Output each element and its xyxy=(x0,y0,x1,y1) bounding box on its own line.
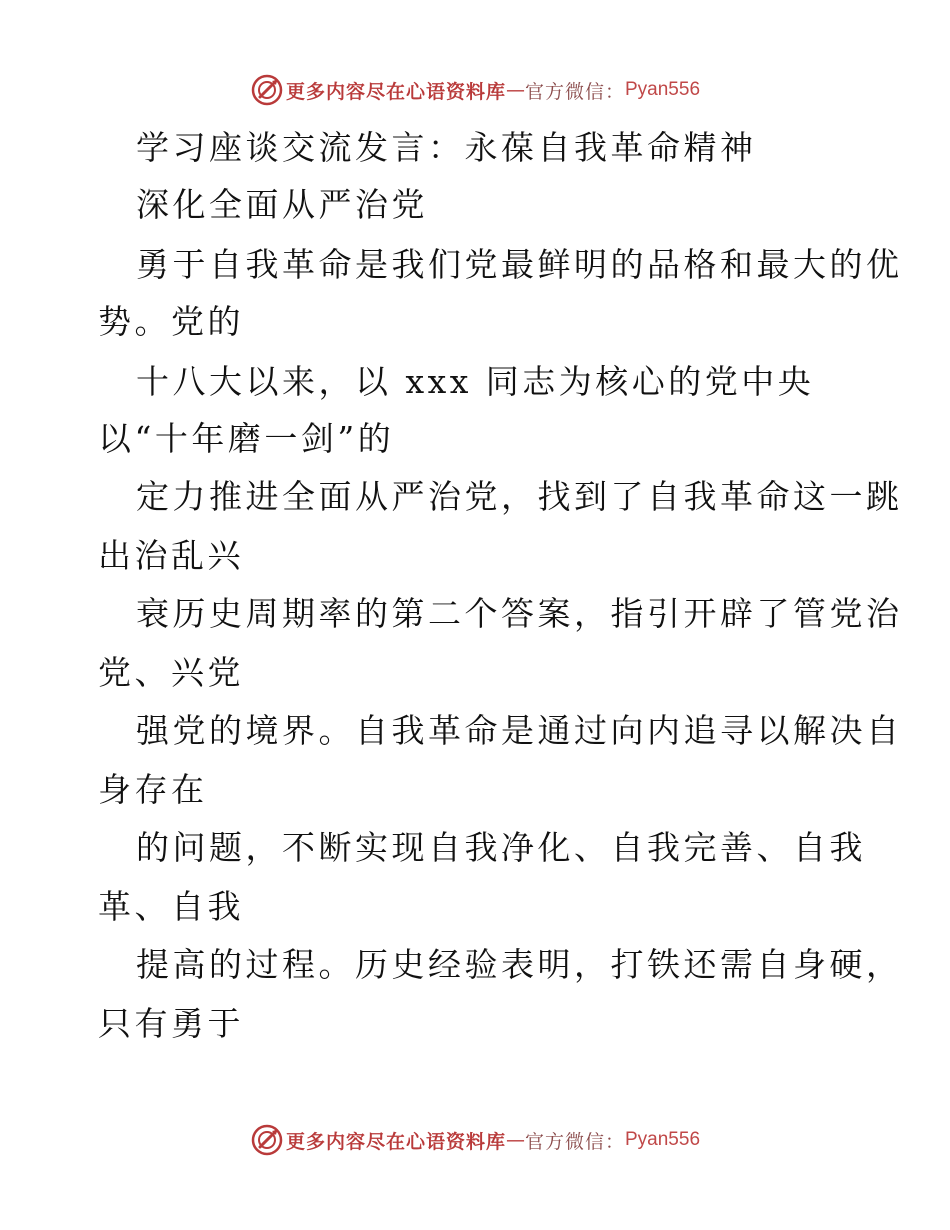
paragraph-line: 衰历史周期率的第二个答案，指引开辟了管党治 xyxy=(136,594,903,633)
paragraph-line: 只有勇于 xyxy=(98,1004,244,1043)
brand-logo-icon xyxy=(250,73,284,107)
banner-dash: — xyxy=(505,1129,525,1151)
paragraph-line: 以“十年磨一剑”的 xyxy=(98,419,395,458)
paragraph-line: 出治乱兴 xyxy=(98,536,244,575)
banner-official-label: 官方微信： xyxy=(524,80,625,103)
paragraph-line: 势。党的 xyxy=(98,302,244,341)
footer-banner xyxy=(0,1122,950,1158)
banner-brand-text: 更多内容尽在心语资料库 xyxy=(285,1130,506,1153)
paragraph-line: 强党的境界。自我革命是通过向内追寻以解决自 xyxy=(136,711,903,750)
brand-logo-icon xyxy=(250,1123,284,1157)
paragraph-line: 身存在 xyxy=(98,770,208,809)
banner-dash: — xyxy=(505,79,525,101)
banner-wechat-id: Pyan556 xyxy=(625,1129,701,1150)
paragraph-line: 革、自我 xyxy=(98,887,244,926)
banner-brand-text: 更多内容尽在心语资料库 xyxy=(285,80,506,103)
paragraph-line: 勇于自我革命是我们党最鲜明的品格和最大的优 xyxy=(136,245,903,284)
banner-official-label: 官方微信： xyxy=(524,1130,625,1153)
paragraph-line: 十八大以来，以 xxx 同志为核心的党中央 xyxy=(136,362,815,401)
paragraph-line: 提高的过程。历史经验表明，打铁还需自身硬， xyxy=(136,945,903,984)
paragraph-line: 的问题，不断实现自我净化、自我完善、自我 xyxy=(136,828,866,867)
paragraph-line: 党、兴党 xyxy=(98,653,244,692)
title-line-2: 深化全面从严治党 xyxy=(136,185,428,224)
banner-wechat-id: Pyan556 xyxy=(625,79,701,100)
title-line-1: 学习座谈交流发言：永葆自我革命精神 xyxy=(136,128,757,167)
header-banner xyxy=(0,72,950,108)
paragraph-line: 定力推进全面从严治党，找到了自我革命这一跳 xyxy=(136,477,903,516)
